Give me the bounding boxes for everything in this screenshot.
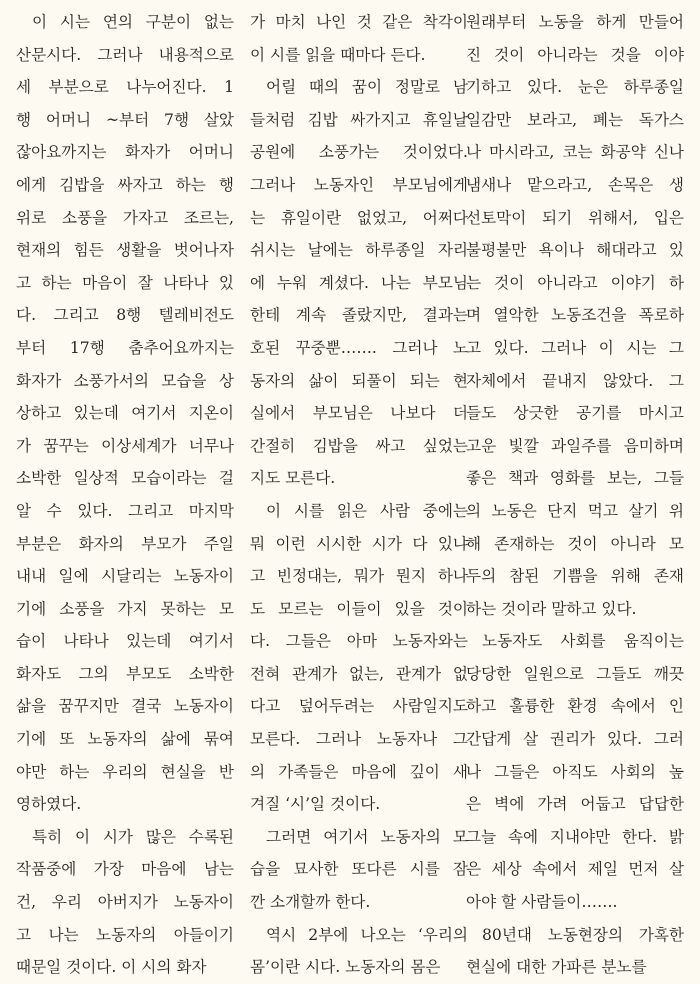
text-line: 상하고 있는데 여기서 지온이 (16, 404, 234, 423)
text-line: 습이 나타나 있는데 여기서 (16, 632, 234, 651)
text-line: 에게 김밥을 싸자고 하는 행 (16, 175, 234, 194)
text-line: 고운 빛깔 과일주를 음미하며 (466, 436, 684, 455)
text-line: 는 휴일이란 없었고, 어쩌다 (250, 208, 468, 227)
text-line: 건, 우리 아버지가 노동자이 (16, 893, 234, 912)
text-line: 에 누워 계셨다. 나는 부모님 (250, 273, 468, 292)
text-line: 다. 그리고 8행 텔레비전도 (16, 306, 234, 325)
text-line: 며 열악한 노동조건을 폭로하 (466, 306, 684, 325)
text-line: 하는 것이라 말하고 있다. (466, 599, 637, 618)
text-line: 아야 할 사람들이……. (466, 893, 618, 912)
text-column-1 (16, 6, 234, 984)
text-line: 도 모르는 이들이 있을 것이 (250, 599, 468, 618)
text-line: 소박한 일상적 모습이라는 걸 (16, 469, 234, 488)
text-line: 다고 덮어두려는 사람일지도 (250, 697, 468, 716)
text-line: 잖아요까지는 화자가 어머니 (16, 143, 234, 162)
text-line: 의 가족들은 마음에 깊이 새 (250, 762, 468, 781)
text-line: 몸’이란 시다. 노동자의 몸은 (250, 958, 441, 977)
text-line: 특히 이 시가 많은 수록된 (32, 827, 234, 846)
text-column-3 (466, 6, 684, 984)
text-line: 모른다. 그러나 노동자나 그 (250, 730, 468, 749)
text-line: 세 부분으로 나누어진다. 1 (16, 78, 234, 97)
text-line: 화자도 그의 부모도 소박한 (16, 664, 234, 683)
text-line: 야만 하는 우리의 현실을 반 (16, 762, 234, 781)
text-line: 쉬시는 날에는 하루종일 자리 (250, 241, 468, 260)
text-line: 들처럼 김밥 싸가지고 휴일날 (250, 110, 468, 129)
text-line: 일감만 보라고, 폐는 독가스 (466, 110, 684, 129)
text-line: 이 시는 연의 구분이 없는 (32, 13, 234, 31)
text-line: 간절히 김밥을 싸고 싶었는 (250, 436, 468, 455)
text-line: 이 시를 읽은 사람 중에는 (266, 501, 468, 520)
text-line: 해 존재하는 것이 아니라 모 (466, 534, 684, 553)
text-line: 냄새나 맡으라고, 손목은 생 (466, 175, 684, 194)
text-line: 어릴 때의 꿈이 정말로 남 (266, 78, 468, 97)
text-line: 두의 참된 기쁨을 위해 존재 (466, 567, 684, 586)
text-line: 전혀 관계가 없는, 관계가 없 (250, 664, 468, 683)
text-line: 고 있다. 그러나 이 시는 그 (466, 338, 684, 357)
text-line: 공원에 소풍가는 것이었다. (250, 143, 468, 162)
text-line: 노동자도 사회를 움직이는 (482, 632, 684, 651)
text-line: 산문시다. 그러나 내용적으로 (16, 45, 234, 64)
text-line: 삶을 꿈꾸지만 결국 노동자이 (16, 697, 234, 716)
text-line: 알 수 있다. 그리고 마지막 (16, 501, 234, 520)
text-line: 간답게 살 권리가 있다. 그러 (466, 730, 684, 749)
text-line: 때문일 것이다. 이 시의 화자 (16, 958, 207, 977)
text-line: 한테 계속 졸랐지만, 결과는 (250, 306, 468, 325)
text-line: 좋은 책과 영화를 보는, 그들 (466, 469, 684, 488)
text-line: 고 하는 마음이 잘 나타나 있 (16, 273, 234, 292)
text-column-2 (250, 6, 468, 984)
text-line: 고 나는 노동자의 아들이기 (16, 925, 234, 944)
text-line: 위로 소풍을 가자고 조르는, (16, 208, 234, 227)
text-line: 들도 상긋한 공기를 마시고 (466, 404, 684, 423)
text-line: 부터 17행 춤추어요까지는 (16, 338, 234, 357)
text-line: 가 꿈꾸는 이상세계가 너무나 (16, 436, 234, 455)
text-line: 나 그들은 아직도 사회의 높 (466, 762, 684, 781)
text-line: 실에서 부모님은 나보다 더 (250, 404, 468, 423)
text-line: 당당한 일원으로 그들도 깨끗 (466, 664, 684, 683)
text-line: 원래부터 노동을 하게 만들어 (466, 13, 684, 31)
text-line: 겨질 ‘시’일 것이다. (250, 795, 381, 814)
text-line: 뭐 이런 시시한 시가 다 있냐 (250, 534, 468, 553)
text-line: 기에 또 노동자의 삶에 묶여 (16, 730, 234, 749)
text-line: 선토막이 되기 위해서, 입은 (466, 208, 684, 227)
text-line: 는 것이 아니라고 이야기 하 (466, 273, 684, 292)
text-line: 행 어머니 ~부터 7행 살았 (16, 110, 234, 129)
text-line: 진 것이 아니라는 것을 이야 (466, 45, 684, 64)
text-line: 다. 그들은 아마 노동자와는 (250, 632, 468, 651)
text-line: 불평불만 욕이나 해대라고 있 (466, 241, 684, 260)
text-line: 그러나 노동자인 부모님에게 (250, 175, 468, 194)
text-line: 의 노동은 단지 먹고 살기 위 (466, 501, 684, 520)
text-line: 현재의 힘든 생활을 벗어나자 (16, 241, 234, 260)
text-line: 자체에서 끝내지 않았다. 그 (466, 371, 684, 390)
text-line: 호된 꾸중뿐……. 그러나 노 (250, 338, 468, 357)
text-line: 내내 일에 시달리는 노동자이 (16, 567, 234, 586)
text-line: 기에 소풍을 가지 못하는 모 (16, 599, 234, 618)
text-line: 화자가 소풍가서의 모습을 상 (16, 371, 234, 390)
text-line: 부분은 화자의 부모가 주일 (16, 534, 234, 553)
text-line: 습을 묘사한 또다른 시를 잠 (250, 860, 468, 879)
text-line: 하고 훌륭한 환경 속에서 인 (466, 697, 684, 716)
text-line: 80년대 노동현장의 가혹한 (482, 925, 684, 944)
text-line: 영하였다. (16, 795, 82, 814)
text-line: 그늘 속에 지내야만 한다. 밝 (466, 827, 684, 846)
text-line: 기하고 있다. 눈은 하루종일 (466, 78, 684, 97)
text-line: 은 세상 속에서 제일 먼저 살 (466, 860, 684, 879)
text-line: 현실에 대한 가파른 분노를 (466, 958, 647, 977)
text-line: 역시 2부에 나오는 ‘우리의 (266, 925, 468, 944)
text-line: 은 벽에 가려 어둡고 답답한 (466, 795, 684, 814)
text-line: 나 마시라고, 코는 화공약 신나 (466, 143, 684, 162)
text-line: 그러면 여기서 노동자의 모 (266, 827, 468, 846)
text-line: 지도 모른다. (250, 469, 336, 488)
text-line: 작품중에 가장 마음에 남는 (16, 860, 234, 879)
text-line: 동자의 삶이 되풀이 되는 현 (250, 371, 468, 390)
text-line: 가 마치 나인 것 같은 착각이 (250, 13, 468, 31)
text-line: 이 시를 읽을 때마다 든다. (250, 45, 426, 64)
text-line: 고 빈정대는, 뭐가 뭔지 하나 (250, 567, 468, 586)
text-line: 깐 소개할까 한다. (250, 893, 371, 912)
